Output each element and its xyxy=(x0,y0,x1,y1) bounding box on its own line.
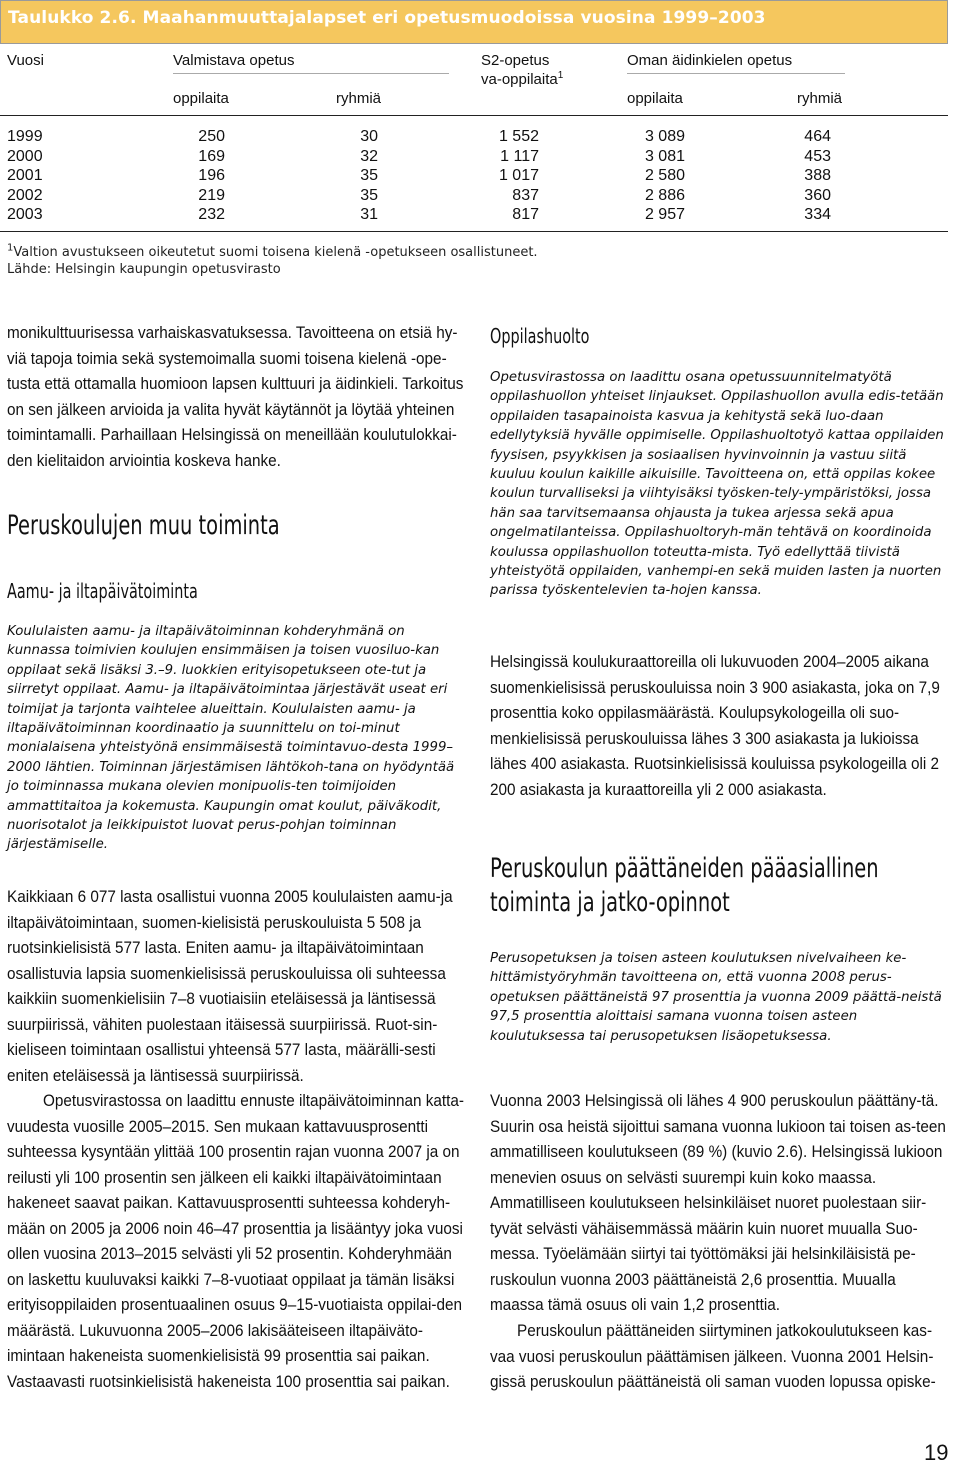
cell-s2: 837 xyxy=(512,186,539,204)
col-header-oman: Oman äidinkielen opetus xyxy=(627,52,793,69)
table-row xyxy=(0,206,948,226)
cell-valmistava-oppilaita: 169 xyxy=(198,147,225,165)
header-underline-valmistava xyxy=(173,73,449,74)
table-footnote: $^1$Valtion avustukseen oikeutetut suomi toisena kielenä -opetukseen osallistuneet. xyxy=(7,242,538,260)
cell-oman-oppilaita: 2 580 xyxy=(644,167,685,184)
cell-oman-oppilaita: 2 886 xyxy=(644,186,685,204)
table-title-bar xyxy=(0,0,948,44)
right-italic-lead-1: Opetusvirastossa on laadittu osana opetussuunnitelmatyötä oppilashuollon yhteiset linjaukset. Oppilashuollon avulla edis-tetään oppilaiden tasapainoista kasvua ja kehitystä sekä luo-daan edellytyksiä hyvälle oppimiselle. Oppilashuoltotyö kattaa oppilaiden fyysisen, psyykkisen ja sosiaalisen hyvinvoinnin ja vastuu siitä kuuluu koulun kaikille aikuisille. Tavoitteena on, että oppilas kokee koulun turvalliseksi ja viihtyisäksi työsken-tely-ympäristöksi, jossa hän saa tarvitsemaansa ohjausta ja tukea arjessa sekä apua ongelmatilanteissa. Oppilashuoltoryh-män tehtävä on koordinoida koulussa oppilashuollon toteutta-mista. Työ edellyttää tiivistä yhteistyötä oppilaiden, vanhempi-en sekä muiden lasten ja nuorten parissa työskentelevien ta-hojen kanssa. xyxy=(490,370,944,599)
cell-s2: 1 117 xyxy=(500,147,539,165)
table-bottom-rule xyxy=(0,231,948,232)
cell-valmistava-ryhmia: 30 xyxy=(360,128,378,145)
cell-oman-ryhmia: 360 xyxy=(804,186,831,204)
col-header-s2: S2-opetus xyxy=(481,52,550,69)
cell-oman-ryhmia: 334 xyxy=(804,206,831,223)
cell-vuosi: 2002 xyxy=(7,186,43,204)
cell-s2: 1 552 xyxy=(498,128,539,145)
col-header-oppilaita-1: oppilaita xyxy=(173,90,229,107)
cell-valmistava-oppilaita: 196 xyxy=(198,167,225,184)
col-header-ryhmia-2: ryhmiä xyxy=(797,90,843,107)
cell-valmistava-oppilaita: 232 xyxy=(198,206,225,223)
cell-vuosi: 1999 xyxy=(7,128,43,145)
cell-valmistava-ryhmia: 32 xyxy=(360,147,378,165)
cell-valmistava-ryhmia: 35 xyxy=(360,167,378,184)
col-header-ryhmia-1: ryhmiä xyxy=(336,90,382,107)
col-header-oppilaita-2: oppilaita xyxy=(627,90,683,107)
cell-oman-ryhmia: 464 xyxy=(804,128,831,145)
table-row xyxy=(0,187,948,207)
heading-aamu-iltapaivatoiminta: Aamu- ja iltapäivätoiminta xyxy=(7,579,198,603)
cell-valmistava-oppilaita: 250 xyxy=(198,128,225,145)
header-underline-oman xyxy=(627,73,845,74)
left-paragraph-2: Kaikkiaan 6 077 lasta osallistui vuonna 2005 koululaisten aamu-ja iltapäivätoimintaan, suomen-kielisistä peruskouluista 5 508 ja ruotsinkielisistä 577 lasta. Eniten aamu- ja iltapäivätoimintaan osallistuvia lapsia suomenkielisissä peruskouluissa oli suhteessa kaikkiin suomenkielisiin 7–8 vuotiaisiin eteläisessä ja läntisessä suurpiirissä, vähiten puolestaan itäisessä suurpiirissä. Ruot-sin-kieliseen toimintaan osallistui yhteensä 577 lasta, määrälli-sesti eniten eteläisessä ja läntisessä suurpiirissä. xyxy=(7,887,453,1085)
cell-oman-ryhmia: 388 xyxy=(804,167,831,184)
table-row xyxy=(0,167,948,187)
heading-peruskoulujen-muu-toiminta: Peruskoulujen muu toiminta xyxy=(7,510,280,541)
table-row xyxy=(0,148,948,168)
left-paragraph-3: Opetusvirastossa on laadittu ennuste iltapäivätoiminnan katta-vuudesta vuosille 2005–2015. Sen mukaan kattavuusprosentti suhteessa kysyntään ylittää 100 prosentin rajan vuonna 2007 ja on reilusti yli 100 prosentin sen jälkeen eli kaikki iltapäivätoimintaan hakeneet saavat paikan. Kattavuusprosentti suhteessa kohderyh-mään on 2005 ja 2006 noin 46–47 prosenttia ja lisääntyy joka vuosi ollen vuosina 2013–2015 selvästi yli 52 prosentin. Kohderyhmään on laskettu kuuluvaksi kaikki 7–8-vuotiaat oppilaat ja tämän lisäksi erityisoppilaiden prosentuaalinen osuus 9–15-vuotiaista oppilai-den määrästä. Lukuvuonna 2005–2006 lakisääteiseen iltapäiväto-imintaan hakeneista suomenkielisistä 99 prosenttia sai paikan. Vastaavasti ruotsinkielisistä hakeneista 100 prosenttia sai paikan. xyxy=(7,1091,465,1391)
cell-oman-oppilaita: 3 089 xyxy=(644,128,685,145)
right-paragraph-3: Peruskoulun päättäneiden siirtyminen jatkokoulutukseen kas-vaa vuosi peruskoulun päättämisen jälkeen. Vuonna 2001 Helsin-gissä peruskoulun päättäneistä oli saman vuoden lopussa opiske- xyxy=(490,1321,936,1391)
col-header-vuosi: Vuosi xyxy=(7,52,44,69)
right-paragraph-1: Helsingissä koulukuraattoreilla oli lukuvuoden 2004–2005 aikana suomenkielisissä peruskouluissa noin 3 900 asiakasta, joka on 7,9 prosenttia koko oppilasmäärästä. Koulupsykologeilla oli suo-menkielisissä peruskouluissa lähes 3 300 asiakasta ja lukioissa lähes 400 asiakasta. Ruotsinkielisissä kouluissa psykologeilla oli 2 200 asiakasta ja kuraattoreilla yli 2 000 asiakasta. xyxy=(490,652,940,799)
cell-oman-oppilaita: 3 081 xyxy=(644,147,685,165)
page-number: 19 xyxy=(924,1440,949,1465)
cell-oman-ryhmia: 453 xyxy=(804,147,831,165)
cell-vuosi: 2001 xyxy=(7,167,43,184)
table-title: Taulukko 2.6. Maahanmuuttajalapset eri opetusmuodoissa vuosina 1999–2003 xyxy=(8,8,766,28)
col-header-s2-sub: va-oppilaita$^1$ xyxy=(481,70,564,88)
table-row xyxy=(0,128,948,148)
cell-oman-oppilaita: 2 957 xyxy=(644,206,685,223)
cell-s2: 1 017 xyxy=(498,167,539,184)
heading-paattaneiden-toiminta: Peruskoulun päättäneiden pääasiallinen toiminta ja jatko-opinnot xyxy=(490,853,879,918)
table-source: Lähde: Helsingin kaupungin opetusvirasto xyxy=(7,262,281,277)
cell-vuosi: 2003 xyxy=(7,206,43,223)
right-italic-lead-2: Perusopetuksen ja toisen asteen koulutuksen nivelvaiheen ke-hittämistyöryhmän tavoitteena on, että vuonna 2008 perus-opetuksen päättäneistä 97 prosenttia ja vuonna 2009 päättä-neistä 97,5 prosenttia aloittaisi samana vuonna toisen asteen koulutuksessa tai perusopetuksen lisäopetuksessa. xyxy=(490,951,942,1044)
cell-valmistava-ryhmia: 31 xyxy=(360,206,378,223)
heading-oppilashuolto: Oppilashuolto xyxy=(490,324,590,348)
cell-valmistava-ryhmia: 35 xyxy=(360,186,378,204)
col-header-valmistava: Valmistava opetus xyxy=(173,52,295,69)
table-body xyxy=(0,128,948,226)
left-paragraph-1: monikulttuurisessa varhaiskasvatuksessa. Tavoitteena on etsiä hy-viä tapoja toimia sekä systemoimalla suomi toisena kielenä -ope-tusta että ottamalla huomioon lapsen kulttuuri ja äidinkieli. Tarkoitus on sen jälkeen arvioida ja valita hyvät käytännöt ja löytää yhteinen toimintamalli. Parhaillaan Helsingissä on meneillään koulutulokkai-den kielitaidon arviointia koskeva hanke. xyxy=(7,323,464,470)
cell-s2: 817 xyxy=(512,206,539,223)
cell-valmistava-oppilaita: 219 xyxy=(198,186,225,204)
header-rule xyxy=(0,115,948,116)
right-paragraph-2: Vuonna 2003 Helsingissä oli lähes 4 900 peruskoulun päättäny-tä. Suurin osa heistä sijoittui samana vuonna lukioon tai toisen as-teen ammatilliseen koulutukseen (89 %) (kuvio 2.6). Helsingissä lukioon menevien osuus on selvästi suurempi kuin koko maassa. Ammatilliseen koulutukseen helsinkiläiset nuoret puolestaan siir-tyvät selvästi vähäisemmässä määrin kuin nuoret muualla Suo-messa. Työelämään siirtyi tai työttömäksi jäi helsinkiläisistä pe-ruskoulun vuonna 2003 päättäneistä 2,6 prosenttia. Muualla maassa tämä osuus oli vain 1,2 prosenttia. xyxy=(490,1091,946,1314)
cell-vuosi: 2000 xyxy=(7,147,43,165)
left-italic-lead: Koululaisten aamu- ja iltapäivätoiminnan kohderyhmänä on kunnassa toimivien koulujen ensimmäisen ja toisen vuosiluo-kan oppilaat sekä lisäksi 3.–9. luokkien erityisopetukseen ote-tut ja siirretyt oppilaat. Aamu- ja iltapäivätoimintaa järjestävät useat eri toimijat ja tarjonta vaihtelee alueittain. Koululaisten aamu- ja iltapäivätoiminnan koordinaatio ja suunnittelu on toi-minut monialaisena yhteistyönä ensimmäisestä toimintavuo-desta 1999–2000 lähtien. Toiminnan järjestämisen lähtökoh-tana on hyödyntää jo toiminnassa mukana olevien monipuolis-ten toimijoiden ammattitaitoa ja kokemusta. Kaupungin omat koulut, päiväkodit, nuorisotalot ja leikkipuistot luovat perus-pohjan toiminnan järjestämiselle. xyxy=(7,624,455,853)
